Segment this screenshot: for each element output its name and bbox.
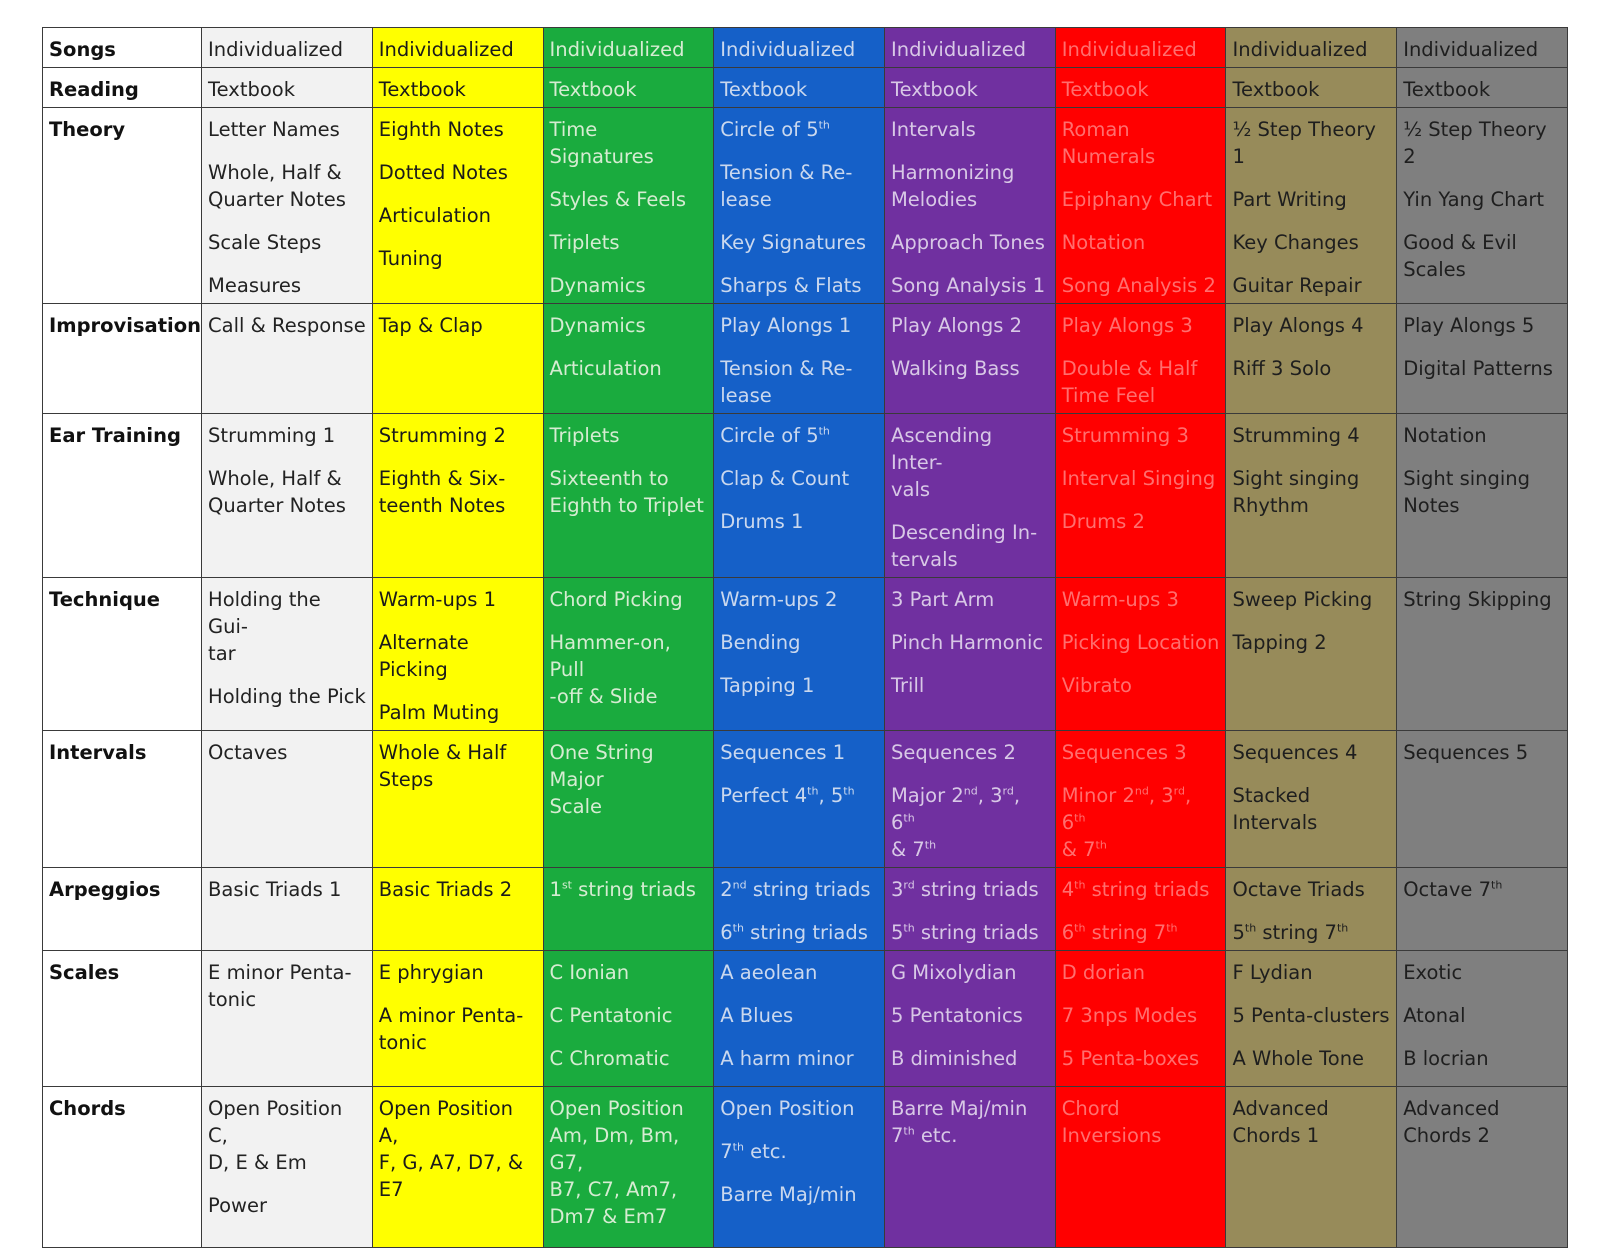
row-header-chords: Chords bbox=[43, 1087, 202, 1248]
cell-item: Sequences 2 bbox=[890, 741, 1016, 764]
cell-item: Play Alongs 4 bbox=[1232, 314, 1364, 337]
cell-item: Vibrato bbox=[1061, 674, 1132, 697]
cell-item: Sharps & Flats bbox=[720, 274, 862, 297]
cell-item: Individualized bbox=[549, 38, 685, 61]
cell-item: Tension & Re- lease bbox=[720, 161, 853, 211]
cell-scales-level-2 bbox=[372, 951, 543, 1087]
cell-item: Scale Steps bbox=[208, 231, 322, 254]
cell-intervals-level-4 bbox=[714, 731, 885, 868]
cell-item: Individualized bbox=[1061, 38, 1197, 61]
cell-item: A minor Penta- tonic bbox=[378, 1004, 524, 1054]
cell-item: Guitar Repair bbox=[1232, 274, 1362, 297]
cell-item: Textbook bbox=[1061, 78, 1149, 101]
cell-improvisation-level-3 bbox=[543, 304, 714, 414]
cell-item: Alternate Picking bbox=[378, 631, 469, 681]
cell-item: Play Alongs 1 bbox=[720, 314, 852, 337]
cell-item: Interval Singing bbox=[1061, 467, 1216, 490]
row-header-reading: Reading bbox=[43, 68, 202, 108]
cell-item: Digital Patterns bbox=[1403, 357, 1553, 380]
cell-technique-level-4 bbox=[714, 578, 885, 731]
cell-item: Stacked Intervals bbox=[1232, 784, 1318, 834]
cell-item: Barre Maj/min 7th etc. bbox=[890, 1097, 1028, 1147]
cell-item: Warm-ups 2 bbox=[720, 588, 838, 611]
cell-item: Double & Half Time Feel bbox=[1061, 357, 1198, 407]
cell-arpeggios-level-6 bbox=[1055, 868, 1226, 951]
cell-item: Textbook bbox=[1403, 78, 1491, 101]
cell-item: Octave 7th bbox=[1403, 878, 1503, 901]
cell-item: Octave Triads bbox=[1232, 878, 1365, 901]
cell-item: Roman Numerals bbox=[1061, 118, 1156, 168]
row-header-technique: Technique bbox=[43, 578, 202, 731]
cell-technique-level-6 bbox=[1055, 578, 1226, 731]
cell-item: One String Major Scale bbox=[549, 741, 654, 818]
cell-item: Exotic bbox=[1403, 961, 1463, 984]
cell-improvisation-level-1 bbox=[202, 304, 373, 414]
cell-item: Sight singing Notes bbox=[1403, 467, 1531, 517]
cell-scales-level-7 bbox=[1226, 951, 1397, 1087]
cell-item: Riff 3 Solo bbox=[1232, 357, 1332, 380]
cell-songs-level-8 bbox=[1397, 28, 1568, 68]
cell-item: 5 Penta-boxes bbox=[1061, 1047, 1200, 1070]
cell-item: Sequences 4 bbox=[1232, 741, 1358, 764]
cell-item: Intervals bbox=[890, 118, 976, 141]
cell-item: Sight singing Rhythm bbox=[1232, 467, 1360, 517]
table-row-ear-training bbox=[43, 414, 1568, 578]
cell-item: 6th string 7th bbox=[1061, 921, 1178, 944]
cell-item: 5th string triads bbox=[890, 921, 1039, 944]
cell-item: Walking Bass bbox=[890, 357, 1020, 380]
cell-item: Letter Names bbox=[208, 118, 340, 141]
cell-item: Textbook bbox=[1232, 78, 1320, 101]
cell-chords-level-8 bbox=[1397, 1087, 1568, 1248]
cell-songs-level-2 bbox=[372, 28, 543, 68]
cell-theory-level-5 bbox=[884, 108, 1055, 304]
cell-chords-level-1 bbox=[202, 1087, 373, 1248]
cell-item: Sequences 3 bbox=[1061, 741, 1187, 764]
cell-item: Song Analysis 1 bbox=[890, 274, 1046, 297]
cell-arpeggios-level-3 bbox=[543, 868, 714, 951]
cell-theory-level-2 bbox=[372, 108, 543, 304]
cell-improvisation-level-5 bbox=[884, 304, 1055, 414]
cell-item: Dynamics bbox=[549, 274, 646, 297]
cell-item: Eighth & Six- teenth Notes bbox=[378, 467, 506, 517]
cell-theory-level-3 bbox=[543, 108, 714, 304]
table-row-theory bbox=[43, 108, 1568, 304]
cell-item: Strumming 1 bbox=[208, 424, 336, 447]
cell-item: Approach Tones bbox=[890, 231, 1045, 254]
cell-improvisation-level-6 bbox=[1055, 304, 1226, 414]
cell-item: Strumming 4 bbox=[1232, 424, 1360, 447]
cell-intervals-level-7 bbox=[1226, 731, 1397, 868]
cell-arpeggios-level-7 bbox=[1226, 868, 1397, 951]
cell-item: Whole, Half & Quarter Notes bbox=[208, 161, 346, 211]
cell-item: Atonal bbox=[1403, 1004, 1466, 1027]
curriculum-table-body bbox=[43, 28, 1568, 1248]
cell-ear-training-level-7 bbox=[1226, 414, 1397, 578]
cell-intervals-level-1 bbox=[202, 731, 373, 868]
cell-item: Palm Muting bbox=[378, 701, 500, 724]
cell-item: Basic Triads 2 bbox=[378, 878, 513, 901]
cell-improvisation-level-4 bbox=[714, 304, 885, 414]
cell-technique-level-8 bbox=[1397, 578, 1568, 731]
cell-item: 5th string 7th bbox=[1232, 921, 1349, 944]
cell-item: 1st string triads bbox=[549, 878, 696, 901]
cell-item: Harmonizing Melodies bbox=[890, 161, 1015, 211]
table-row-reading bbox=[43, 68, 1568, 108]
cell-item: ½ Step Theory 2 bbox=[1403, 118, 1547, 168]
cell-item: Whole, Half & Quarter Notes bbox=[208, 467, 346, 517]
cell-ear-training-level-5 bbox=[884, 414, 1055, 578]
row-header-improvisation: Improvisation bbox=[43, 304, 202, 414]
cell-ear-training-level-6 bbox=[1055, 414, 1226, 578]
cell-theory-level-7 bbox=[1226, 108, 1397, 304]
cell-item: 3rd string triads bbox=[890, 878, 1039, 901]
cell-ear-training-level-2 bbox=[372, 414, 543, 578]
cell-item: Play Alongs 5 bbox=[1403, 314, 1535, 337]
cell-item: Eighth Notes bbox=[378, 118, 504, 141]
cell-item: Holding the Pick bbox=[208, 685, 366, 708]
cell-reading-level-7 bbox=[1226, 68, 1397, 108]
cell-arpeggios-level-4 bbox=[714, 868, 885, 951]
cell-item: G Mixolydian bbox=[890, 961, 1017, 984]
cell-item: Circle of 5th bbox=[720, 424, 830, 447]
cell-item: 5 Pentatonics bbox=[890, 1004, 1023, 1027]
cell-item: Pinch Harmonic bbox=[890, 631, 1044, 654]
cell-item: Power bbox=[208, 1194, 268, 1217]
row-header-songs: Songs bbox=[43, 28, 202, 68]
cell-chords-level-3 bbox=[543, 1087, 714, 1248]
cell-item: Textbook bbox=[720, 78, 808, 101]
cell-item: Tension & Re- lease bbox=[720, 357, 853, 407]
cell-songs-level-3 bbox=[543, 28, 714, 68]
cell-item: Advanced Chords 2 bbox=[1403, 1097, 1500, 1147]
cell-reading-level-4 bbox=[714, 68, 885, 108]
cell-item: Tapping 2 bbox=[1232, 631, 1327, 654]
cell-item: Ascending Inter- vals bbox=[890, 424, 993, 501]
cell-arpeggios-level-8 bbox=[1397, 868, 1568, 951]
cell-item: Textbook bbox=[549, 78, 637, 101]
cell-item: Notation bbox=[1403, 424, 1487, 447]
cell-item: Strumming 2 bbox=[378, 424, 506, 447]
cell-item: Individualized bbox=[1403, 38, 1539, 61]
cell-technique-level-2 bbox=[372, 578, 543, 731]
cell-item: Articulation bbox=[378, 204, 492, 227]
table-row-technique bbox=[43, 578, 1568, 731]
cell-songs-level-7 bbox=[1226, 28, 1397, 68]
cell-item: 7 3nps Modes bbox=[1061, 1004, 1198, 1027]
cell-intervals-level-6 bbox=[1055, 731, 1226, 868]
cell-item: Individualized bbox=[378, 38, 514, 61]
cell-item: Whole & Half Steps bbox=[378, 741, 507, 791]
cell-item: Barre Maj/min bbox=[720, 1183, 857, 1206]
cell-item: A Blues bbox=[720, 1004, 794, 1027]
row-header-intervals: Intervals bbox=[43, 731, 202, 868]
cell-item: 4th string triads bbox=[1061, 878, 1210, 901]
row-header-theory: Theory bbox=[43, 108, 202, 304]
curriculum-table bbox=[42, 27, 1568, 1248]
cell-item: Strumming 3 bbox=[1061, 424, 1189, 447]
cell-technique-level-1 bbox=[202, 578, 373, 731]
cell-item: Advanced Chords 1 bbox=[1232, 1097, 1329, 1147]
cell-item: Sweep Picking bbox=[1232, 588, 1373, 611]
cell-item: Chord Inversions bbox=[1061, 1097, 1162, 1147]
cell-item: C Chromatic bbox=[549, 1047, 670, 1070]
cell-item: 7th etc. bbox=[720, 1140, 787, 1163]
cell-item: Individualized bbox=[1232, 38, 1368, 61]
table-row-intervals bbox=[43, 731, 1568, 868]
cell-item: Open Position bbox=[720, 1097, 855, 1120]
cell-item: Minor 2nd, 3rd, 6th & 7th bbox=[1061, 784, 1192, 861]
cell-item: Play Alongs 2 bbox=[890, 314, 1023, 337]
table-row-improvisation bbox=[43, 304, 1568, 414]
cell-songs-level-1 bbox=[202, 28, 373, 68]
cell-item: Good & Evil Scales bbox=[1403, 231, 1517, 281]
cell-reading-level-6 bbox=[1055, 68, 1226, 108]
cell-reading-level-2 bbox=[372, 68, 543, 108]
cell-scales-level-8 bbox=[1397, 951, 1568, 1087]
cell-ear-training-level-8 bbox=[1397, 414, 1568, 578]
cell-improvisation-level-8 bbox=[1397, 304, 1568, 414]
cell-item: Picking Location bbox=[1061, 631, 1220, 654]
cell-item: 5 Penta-clusters bbox=[1232, 1004, 1390, 1027]
cell-item: Textbook bbox=[378, 78, 466, 101]
cell-scales-level-5 bbox=[884, 951, 1055, 1087]
cell-item: Individualized bbox=[890, 38, 1026, 61]
cell-item: Measures bbox=[208, 274, 302, 297]
cell-item: Time Signatures bbox=[549, 118, 654, 168]
cell-technique-level-7 bbox=[1226, 578, 1397, 731]
cell-item: Styles & Feels bbox=[549, 188, 686, 211]
cell-item: Warm-ups 3 bbox=[1061, 588, 1179, 611]
cell-item: Individualized bbox=[208, 38, 344, 61]
cell-item: Sequences 1 bbox=[720, 741, 846, 764]
cell-item: Sequences 5 bbox=[1403, 741, 1529, 764]
cell-item: Open Position Am, Dm, Bm, G7, B7, C7, Am7, Dm7 & Em7 bbox=[549, 1097, 684, 1228]
cell-item: String Skipping bbox=[1403, 588, 1552, 611]
cell-chords-level-7 bbox=[1226, 1087, 1397, 1248]
row-header-scales: Scales bbox=[43, 951, 202, 1087]
cell-reading-level-1 bbox=[202, 68, 373, 108]
cell-technique-level-3 bbox=[543, 578, 714, 731]
cell-item: Bending bbox=[720, 631, 801, 654]
cell-songs-level-5 bbox=[884, 28, 1055, 68]
cell-item: Octaves bbox=[208, 741, 288, 764]
table-row-chords bbox=[43, 1087, 1568, 1248]
cell-item: C Ionian bbox=[549, 961, 630, 984]
cell-item: Yin Yang Chart bbox=[1403, 188, 1545, 211]
cell-item: Tuning bbox=[378, 247, 443, 270]
cell-item: C Pentatonic bbox=[549, 1004, 673, 1027]
cell-item: Articulation bbox=[549, 357, 662, 380]
cell-item: Hammer-on, Pull -off & Slide bbox=[549, 631, 671, 708]
cell-item: Basic Triads 1 bbox=[208, 878, 342, 901]
cell-item: Key Changes bbox=[1232, 231, 1359, 254]
cell-item: Dynamics bbox=[549, 314, 646, 337]
cell-item: A aeolean bbox=[720, 961, 818, 984]
cell-item: Major 2nd, 3rd, 6th & 7th bbox=[890, 784, 1021, 861]
cell-item: Part Writing bbox=[1232, 188, 1347, 211]
row-header-ear-training: Ear Training bbox=[43, 414, 202, 578]
cell-item: Tapping 1 bbox=[720, 674, 815, 697]
cell-theory-level-6 bbox=[1055, 108, 1226, 304]
cell-arpeggios-level-2 bbox=[372, 868, 543, 951]
cell-ear-training-level-1 bbox=[202, 414, 373, 578]
cell-ear-training-level-3 bbox=[543, 414, 714, 578]
cell-item: Tap & Clap bbox=[378, 314, 483, 337]
cell-songs-level-4 bbox=[714, 28, 885, 68]
cell-item: Key Signatures bbox=[720, 231, 867, 254]
cell-scales-level-3 bbox=[543, 951, 714, 1087]
cell-item: D dorian bbox=[1061, 961, 1145, 984]
cell-item: Open Position C, D, E & Em bbox=[208, 1097, 343, 1174]
cell-theory-level-8 bbox=[1397, 108, 1568, 304]
row-header-arpeggios: Arpeggios bbox=[43, 868, 202, 951]
cell-improvisation-level-7 bbox=[1226, 304, 1397, 414]
cell-item: Clap & Count bbox=[720, 467, 850, 490]
cell-scales-level-1 bbox=[202, 951, 373, 1087]
cell-chords-level-5 bbox=[884, 1087, 1055, 1248]
cell-ear-training-level-4 bbox=[714, 414, 885, 578]
cell-arpeggios-level-5 bbox=[884, 868, 1055, 951]
cell-technique-level-5 bbox=[884, 578, 1055, 731]
cell-item: ½ Step Theory 1 bbox=[1232, 118, 1376, 168]
cell-item: Triplets bbox=[549, 231, 620, 254]
cell-item: Chord Picking bbox=[549, 588, 683, 611]
cell-item: E minor Penta- tonic bbox=[208, 961, 352, 1011]
cell-intervals-level-5 bbox=[884, 731, 1055, 868]
cell-item: Drums 1 bbox=[720, 510, 804, 533]
cell-item: Triplets bbox=[549, 424, 620, 447]
cell-item: Drums 2 bbox=[1061, 510, 1145, 533]
cell-intervals-level-8 bbox=[1397, 731, 1568, 868]
cell-item: Descending In- tervals bbox=[890, 521, 1038, 571]
cell-chords-level-4 bbox=[714, 1087, 885, 1248]
cell-item: Epiphany Chart bbox=[1061, 188, 1213, 211]
cell-improvisation-level-2 bbox=[372, 304, 543, 414]
cell-item: 2nd string triads bbox=[720, 878, 871, 901]
table-row-songs bbox=[43, 28, 1568, 68]
cell-item: Circle of 5th bbox=[720, 118, 830, 141]
cell-scales-level-6 bbox=[1055, 951, 1226, 1087]
cell-item: Notation bbox=[1061, 231, 1146, 254]
cell-item: Holding the Gui- tar bbox=[208, 588, 321, 665]
cell-reading-level-5 bbox=[884, 68, 1055, 108]
cell-item: 3 Part Arm bbox=[890, 588, 995, 611]
cell-item: Play Alongs 3 bbox=[1061, 314, 1193, 337]
cell-item: Warm-ups 1 bbox=[378, 588, 496, 611]
cell-theory-level-4 bbox=[714, 108, 885, 304]
table-row-scales bbox=[43, 951, 1568, 1087]
cell-intervals-level-3 bbox=[543, 731, 714, 868]
cell-item: Dotted Notes bbox=[378, 161, 508, 184]
cell-scales-level-4 bbox=[714, 951, 885, 1087]
cell-item: Trill bbox=[890, 674, 925, 697]
cell-chords-level-6 bbox=[1055, 1087, 1226, 1248]
cell-item: E phrygian bbox=[378, 961, 484, 984]
cell-item: Perfect 4th, 5th bbox=[720, 784, 855, 807]
cell-item: A harm minor bbox=[720, 1047, 854, 1070]
cell-item: A Whole Tone bbox=[1232, 1047, 1365, 1070]
cell-item: F Lydian bbox=[1232, 961, 1313, 984]
cell-arpeggios-level-1 bbox=[202, 868, 373, 951]
cell-reading-level-3 bbox=[543, 68, 714, 108]
cell-item: Sixteenth to Eighth to Triplet bbox=[549, 467, 704, 517]
cell-intervals-level-2 bbox=[372, 731, 543, 868]
cell-theory-level-1 bbox=[202, 108, 373, 304]
cell-item: Song Analysis 2 bbox=[1061, 274, 1216, 297]
cell-item: Textbook bbox=[890, 78, 978, 101]
cell-item: Textbook bbox=[208, 78, 296, 101]
cell-songs-level-6 bbox=[1055, 28, 1226, 68]
cell-chords-level-2 bbox=[372, 1087, 543, 1248]
cell-item: B diminished bbox=[890, 1047, 1018, 1070]
cell-reading-level-8 bbox=[1397, 68, 1568, 108]
cell-item: Open Position A, F, G, A7, D7, & E7 bbox=[378, 1097, 524, 1201]
cell-item: Call & Response bbox=[208, 314, 366, 337]
cell-item: Individualized bbox=[720, 38, 856, 61]
cell-item: 6th string triads bbox=[720, 921, 868, 944]
table-row-arpeggios bbox=[43, 868, 1568, 951]
cell-item: B locrian bbox=[1403, 1047, 1489, 1070]
